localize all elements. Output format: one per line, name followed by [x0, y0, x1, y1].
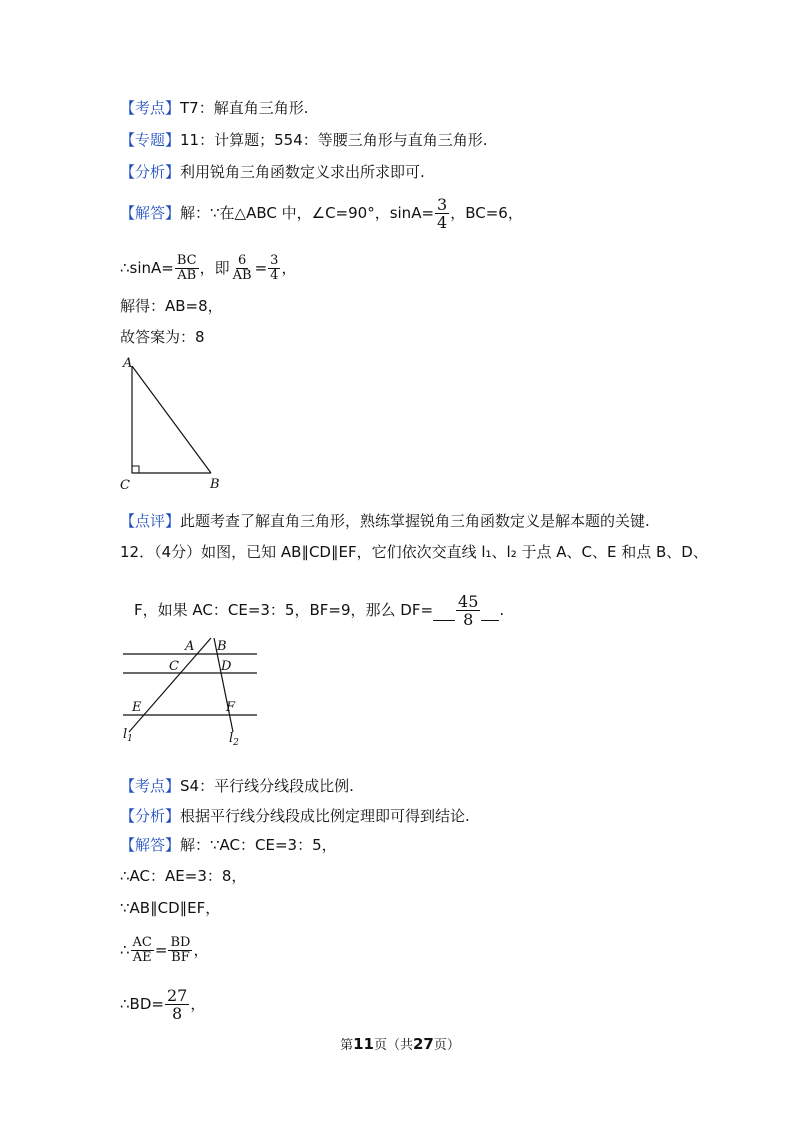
kaodian-text: S4：平行线分线段成比例. [180, 777, 354, 795]
q12-stem-line1: 12．（4分）如图，已知 AB∥CD∥EF，它们依次交直线 l₁、l₂ 于点 A、C、E 和点 B、D、 [120, 543, 708, 561]
label-c: C [169, 659, 179, 674]
six-ab-fraction [231, 254, 254, 283]
label-c: C [120, 478, 130, 493]
answer-line: 故答案为：8 [120, 328, 205, 346]
frac-den: 8 [463, 610, 474, 629]
line2-pre: ∴sinA= [120, 259, 174, 277]
frac-den: 4 [270, 268, 279, 283]
footer-pre: 第 [340, 1038, 354, 1053]
jieda-text: 解：∵AC：CE=3：5， [180, 836, 337, 854]
jieda-line [120, 196, 523, 231]
kaodian-tag: 【考点】 [120, 777, 181, 795]
footer-post: 页） [433, 1038, 460, 1053]
frac-num: 6 [237, 253, 247, 268]
page-footer [0, 1034, 800, 1053]
page-number: 11 [353, 1035, 374, 1053]
dianping-tag: 【点评】 [120, 512, 181, 530]
solve-line: 解得：AB=8， [120, 297, 223, 315]
sin-formula-line [120, 254, 296, 283]
stem2-post: . [499, 601, 505, 619]
line2-post: ， [281, 259, 297, 277]
answer-fraction [456, 593, 480, 628]
zhuanti-line [120, 130, 488, 150]
page-total: 27 [413, 1035, 434, 1053]
right-triangle-figure [110, 350, 240, 495]
frac-den: 8 [172, 1004, 183, 1023]
frac-den: 4 [437, 213, 448, 232]
label-f: F [226, 700, 236, 715]
l4-pre: ∴ [120, 941, 130, 959]
l1-letter: l [123, 727, 128, 742]
q12-step2: ∴AC：AE=3：8， [120, 867, 247, 885]
kaodian-tag: 【考点】 [120, 99, 181, 117]
label-b: B [217, 639, 227, 654]
frac-den: BF [171, 950, 190, 965]
l2-subscript: 2 [233, 738, 239, 748]
label-e: E [132, 700, 142, 715]
frac-num: 27 [166, 986, 188, 1005]
fenxi-text: 利用锐角三角函数定义求出所求即可. [180, 163, 425, 181]
jieda-tag: 【解答】 [120, 204, 181, 222]
three-four-fraction [268, 254, 280, 283]
jieda-tag: 【解答】 [120, 836, 181, 854]
ac-ae-fraction [131, 936, 154, 965]
dianping-line [120, 511, 650, 531]
frac-den: AB [177, 268, 197, 283]
jieda-pre: 解：∵在△ABC 中，∠C=90°，sinA= [180, 204, 435, 222]
l4-post: ， [193, 941, 209, 959]
label-l2 [229, 731, 239, 748]
frac-num: BD [170, 935, 191, 950]
label-b: B [210, 477, 220, 492]
transversal-l1 [129, 638, 211, 732]
kaodian-text: T7：解直角三角形. [180, 99, 309, 117]
frac-num: 45 [458, 592, 479, 611]
bd-value-fraction [165, 987, 189, 1022]
frac-num: AC [132, 935, 152, 950]
q12-stem-line2 [134, 593, 504, 628]
bc-ab-fraction [175, 254, 199, 283]
kaodian-line [120, 98, 309, 118]
footer-mid: 页（共 [373, 1038, 413, 1053]
fenxi-text: 根据平行线分线段成比例定理即可得到结论. [180, 807, 470, 825]
l5-post: ， [190, 995, 206, 1013]
side-ab [132, 366, 211, 473]
frac-den: AE [132, 950, 152, 965]
frac-num: 3 [437, 195, 448, 214]
q12-fenxi-line [120, 806, 470, 826]
frac-num: 3 [270, 253, 279, 268]
blank-right [481, 600, 499, 621]
l1-subscript: 1 [127, 734, 133, 744]
l5-pre: ∴BD= [120, 995, 164, 1013]
q12-step4 [120, 936, 208, 965]
label-a: A [185, 639, 195, 654]
parallel-lines-figure [115, 634, 265, 752]
q12-step3: ∵AB∥CD∥EF， [120, 899, 221, 917]
q12-step5 [120, 987, 205, 1022]
stem2-pre: F，如果 AC：CE=3：5，BF=9，那么 DF= [134, 601, 434, 619]
label-d: D [221, 659, 232, 674]
right-angle-mark [132, 466, 139, 473]
blank-left [433, 600, 455, 621]
q12-jieda-line [120, 835, 337, 855]
line2-mid: ，即 [199, 259, 230, 277]
zhuanti-tag: 【专题】 [120, 131, 181, 149]
jieda-post: ，BC=6， [450, 204, 523, 222]
line2-eq: = [254, 259, 268, 277]
label-a: A [123, 356, 133, 371]
frac-den: AB [232, 268, 252, 283]
sin-fraction [435, 196, 449, 231]
l2-letter: l [229, 731, 234, 746]
q12-kaodian-line [120, 776, 354, 796]
bd-bf-fraction [168, 936, 192, 965]
fenxi-tag: 【分析】 [120, 163, 181, 181]
fenxi-line [120, 162, 425, 182]
dianping-text: 此题考查了解直角三角形，熟练掌握锐角三角函数定义是解本题的关键. [180, 512, 650, 530]
fenxi-tag: 【分析】 [120, 807, 181, 825]
l4-eq: = [154, 941, 168, 959]
zhuanti-text: 11：计算题；554：等腰三角形与直角三角形. [180, 131, 488, 149]
frac-num: BC [176, 253, 197, 268]
